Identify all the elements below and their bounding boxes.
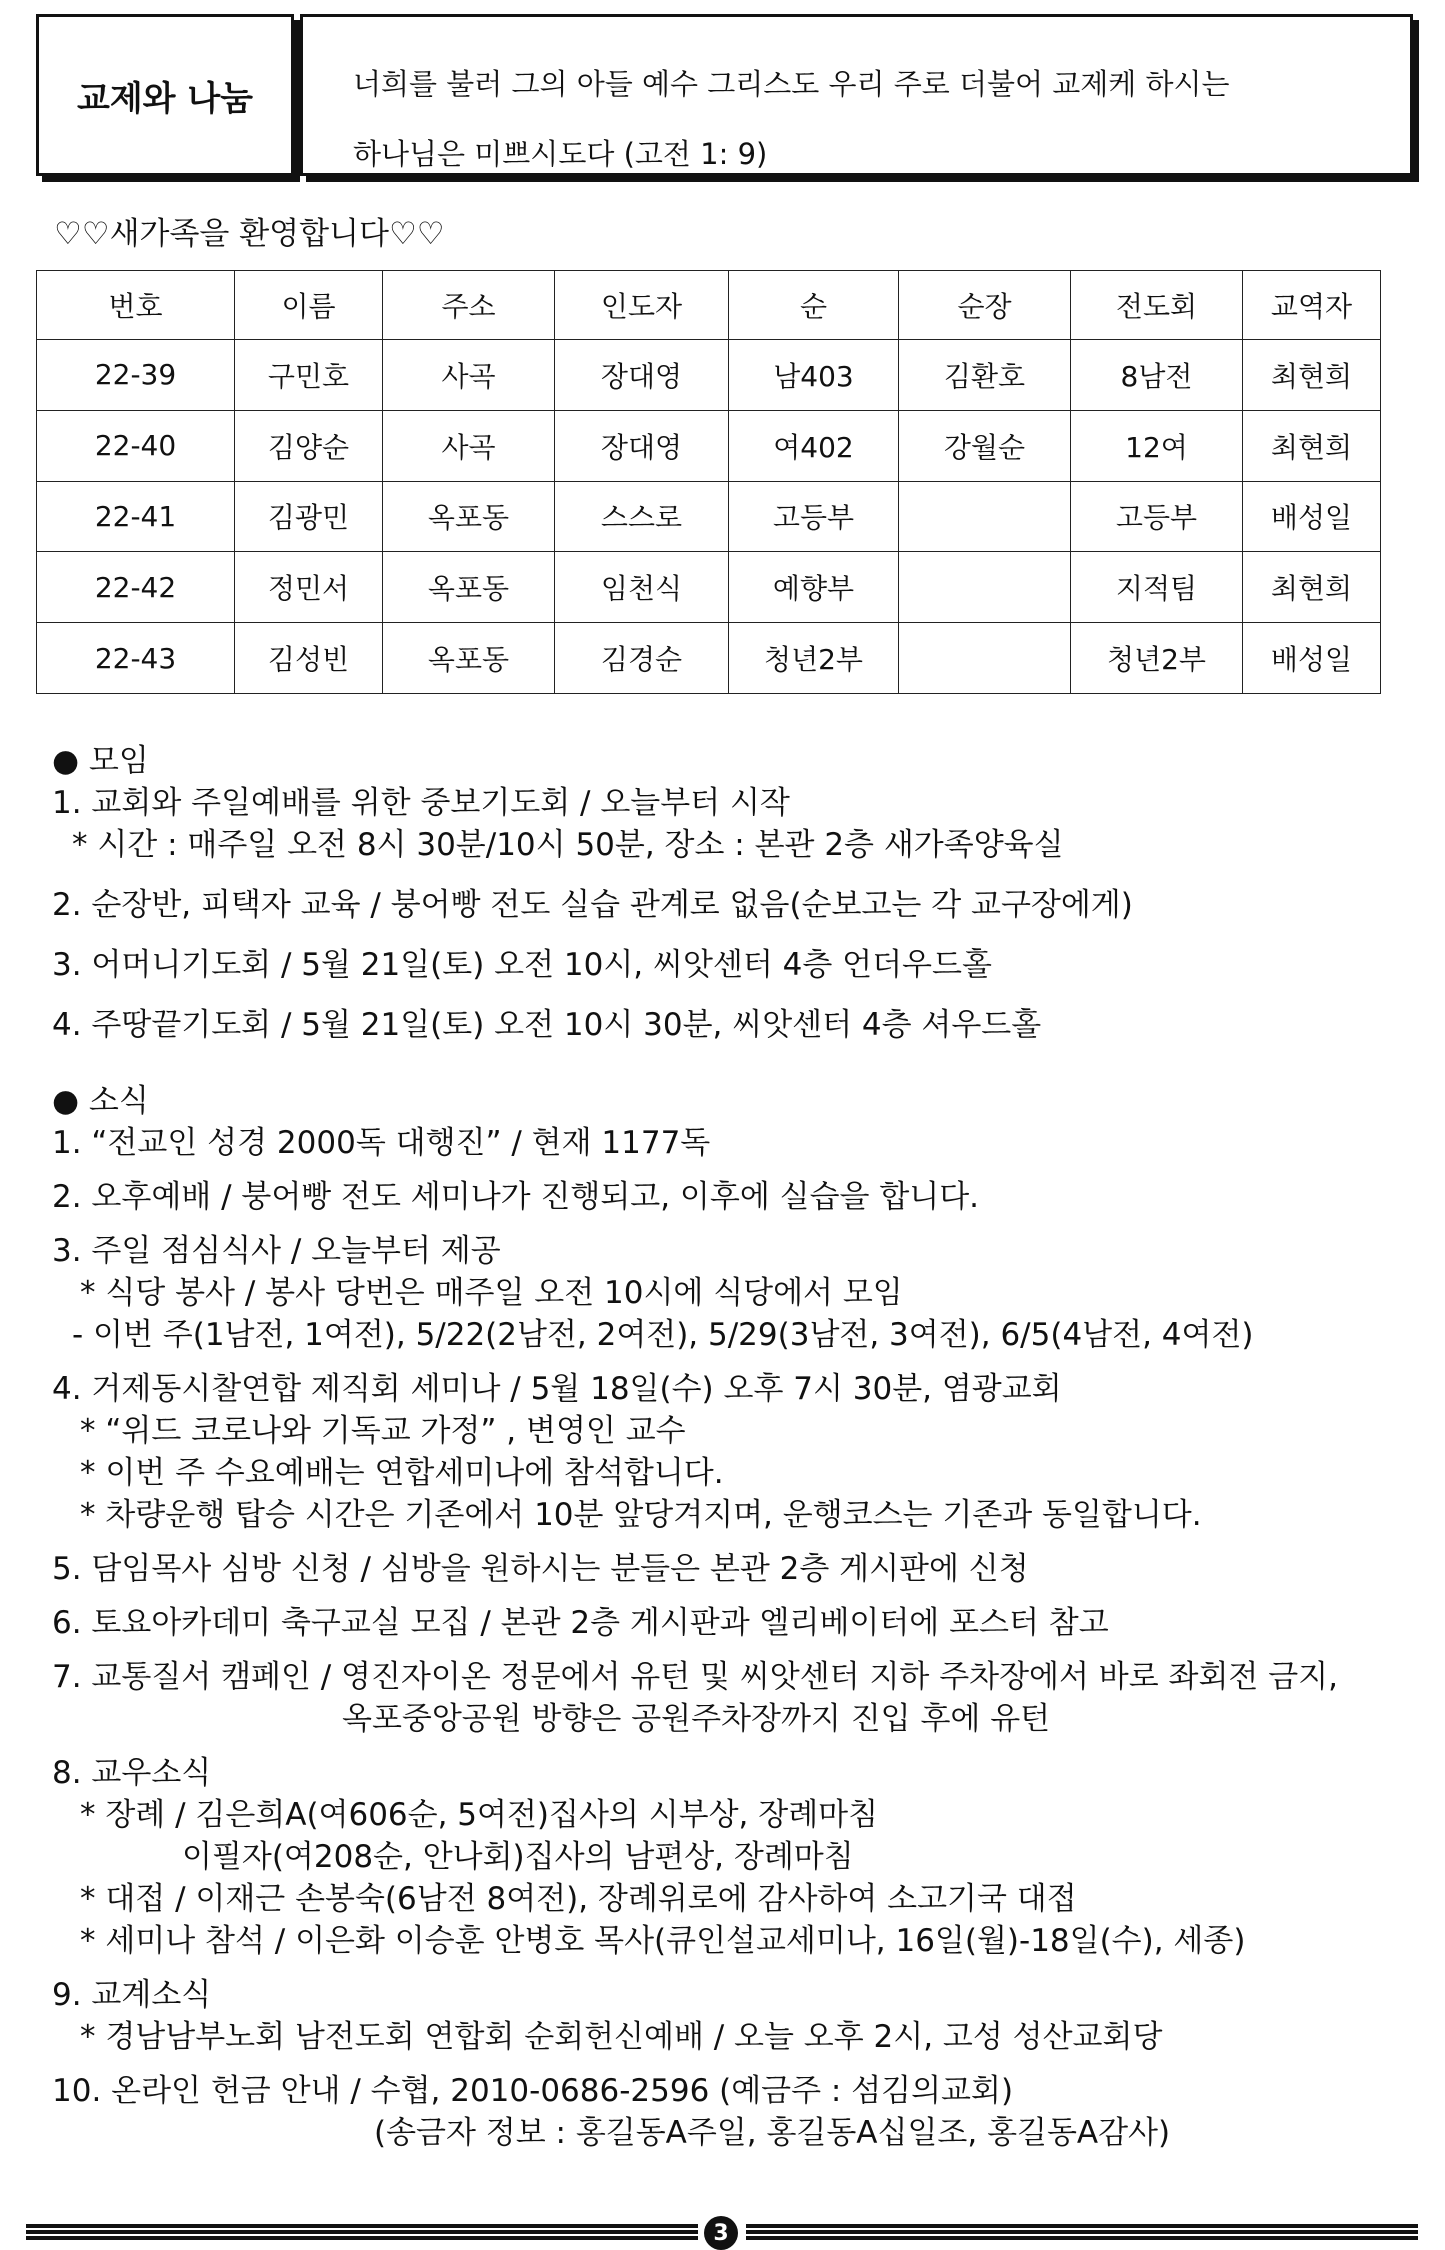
table-cell: 김경순 [555, 623, 729, 694]
news-item: 4. 거제동시찰연합 제직회 세미나 / 5월 18일(수) 오후 7시 30분, 염광교회 [52, 1371, 1062, 1407]
table-row [37, 481, 1381, 552]
table-cell [899, 623, 1071, 694]
table-cell: 남403 [729, 340, 899, 411]
news-detail: 옥포중앙공원 방향은 공원주차장까지 진입 후에 유턴 [342, 1701, 1051, 1737]
table-cell: 옥포동 [383, 552, 555, 623]
table-cell: 고등부 [729, 481, 899, 552]
table-cell: 8남전 [1071, 340, 1243, 411]
table-cell: 22-39 [37, 340, 235, 411]
verse-line-1: 너희를 불러 그의 아들 예수 그리스도 우리 주로 더불어 교제케 하시는 [353, 67, 1230, 101]
table-row [37, 552, 1381, 623]
table-cell: 최현희 [1243, 552, 1381, 623]
news-item: 6. 토요아카데미 축구교실 모집 / 본관 2층 게시판과 엘리베이터에 포스터 참고 [52, 1605, 1109, 1641]
table-cell: 정민서 [235, 552, 383, 623]
page-footer [26, 2220, 1418, 2246]
table-row [37, 410, 1381, 481]
header-cell: 교역자 [1243, 271, 1381, 340]
news-detail: * 차량운행 탑승 시간은 기존에서 10분 앞당겨지며, 운행코스는 기존과 동일합니다. [80, 1497, 1202, 1533]
table-cell: 구민호 [235, 340, 383, 411]
header-cell: 순장 [899, 271, 1071, 340]
table-cell: 최현희 [1243, 340, 1381, 411]
news-item: 9. 교계소식 [52, 1977, 212, 2013]
table-cell: 배성일 [1243, 481, 1381, 552]
page-number: 3 [704, 2216, 738, 2250]
news-detail: * “위드 코로나와 기독교 가정” , 변영인 교수 [80, 1413, 686, 1449]
header-cell: 인도자 [555, 271, 729, 340]
meeting-detail: * 시간 : 매주일 오전 8시 30분/10시 50분, 장소 : 본관 2층 새가족양육실 [72, 827, 1064, 863]
news-detail: * 이번 주 수요예배는 연합세미나에 참석합니다. [80, 1455, 724, 1491]
table-cell [899, 552, 1071, 623]
header-cell: 순 [729, 271, 899, 340]
verse-line-2: 하나님은 미쁘시도다 (고전 1: 9) [353, 137, 768, 171]
news-item: 10. 온라인 헌금 안내 / 수협, 2010-0686-2596 (예금주 : 섬김의교회) [52, 2073, 1014, 2109]
new-members-table [36, 270, 1381, 694]
table-cell: 지적팀 [1071, 552, 1243, 623]
news-detail: * 장례 / 김은희A(여606순, 5여전)집사의 시부상, 장례마침 [80, 1797, 879, 1833]
table-cell: 스스로 [555, 481, 729, 552]
table-cell: 22-40 [37, 410, 235, 481]
news-title: ● 소식 [52, 1083, 149, 1119]
bible-verse-box [300, 14, 1413, 176]
table-cell: 청년2부 [729, 623, 899, 694]
news-detail: - 이번 주(1남전, 1여전), 5/22(2남전, 2여전), 5/29(3남전, 3여전), 6/5(4남전, 4여전) [72, 1317, 1254, 1353]
footer-rule-left [26, 2224, 698, 2240]
table-cell: 22-42 [37, 552, 235, 623]
table-cell: 예향부 [729, 552, 899, 623]
meetings-title: ● 모임 [52, 743, 149, 779]
table-cell: 옥포동 [383, 481, 555, 552]
news-item: 2. 오후예배 / 붕어빵 전도 세미나가 진행되고, 이후에 실습을 합니다. [52, 1179, 980, 1215]
news-item: 7. 교통질서 캠페인 / 영진자이온 정문에서 유턴 및 씨앗센터 지하 주차장에서 바로 좌회전 금지, [52, 1659, 1338, 1695]
meeting-item: 2. 순장반, 피택자 교육 / 붕어빵 전도 실습 관계로 없음(순보고는 각 교구장에게) [52, 887, 1133, 923]
news-item: 1. “전교인 성경 2000독 대행진” / 현재 1177독 [52, 1125, 711, 1161]
news-item: 3. 주일 점심식사 / 오늘부터 제공 [52, 1233, 501, 1269]
news-detail: * 식당 봉사 / 봉사 당번은 매주일 오전 10시에 식당에서 모임 [80, 1275, 903, 1311]
table-row [37, 340, 1381, 411]
table-cell: 김광민 [235, 481, 383, 552]
table-cell: 김환호 [899, 340, 1071, 411]
meeting-item: 4. 주땅끝기도회 / 5월 21일(토) 오전 10시 30분, 씨앗센터 4층 셔우드홀 [52, 1007, 1042, 1043]
table-cell: 청년2부 [1071, 623, 1243, 694]
table-cell: 김성빈 [235, 623, 383, 694]
news-detail: (송금자 정보 : 홍길동A주일, 홍길동A십일조, 홍길동A감사) [374, 2115, 1171, 2151]
table-row [37, 623, 1381, 694]
table-cell: 12여 [1071, 410, 1243, 481]
news-detail: * 대접 / 이재근 손봉숙(6남전 8여전), 장례위로에 감사하여 소고기국 대접 [80, 1881, 1077, 1917]
table-cell: 22-43 [37, 623, 235, 694]
news-detail: * 경남남부노회 남전도회 연합회 순회헌신예배 / 오늘 오후 2시, 고성 성산교회당 [80, 2019, 1163, 2055]
table-cell: 최현희 [1243, 410, 1381, 481]
table-cell: 사곡 [383, 340, 555, 411]
table-cell: 장대영 [555, 410, 729, 481]
table-cell: 22-41 [37, 481, 235, 552]
header-cell: 번호 [37, 271, 235, 340]
header-cell: 주소 [383, 271, 555, 340]
meeting-item: 3. 어머니기도회 / 5월 21일(토) 오전 10시, 씨앗센터 4층 언더우드홀 [52, 947, 992, 983]
table-cell: 고등부 [1071, 481, 1243, 552]
meeting-item: 1. 교회와 주일예배를 위한 중보기도회 / 오늘부터 시작 [52, 785, 790, 821]
table-cell: 김양순 [235, 410, 383, 481]
table-cell: 강월순 [899, 410, 1071, 481]
table-cell [899, 481, 1071, 552]
header-cell: 전도회 [1071, 271, 1243, 340]
welcome-heading: ♡♡새가족을 환영합니다♡♡ [54, 216, 445, 252]
table-cell: 배성일 [1243, 623, 1381, 694]
table-header-row [37, 271, 1381, 340]
table-cell: 장대영 [555, 340, 729, 411]
table-cell: 옥포동 [383, 623, 555, 694]
news-detail: 이필자(여208순, 안나회)집사의 남편상, 장례마침 [182, 1839, 854, 1875]
footer-rule-right [746, 2224, 1418, 2240]
header-cell: 이름 [235, 271, 383, 340]
news-section [52, 1080, 1338, 2154]
meetings-section [52, 740, 1133, 1046]
news-item: 8. 교우소식 [52, 1755, 212, 1791]
section-title: 교제와 나눔 [36, 14, 294, 176]
table-cell: 여402 [729, 410, 899, 481]
table-cell: 임천식 [555, 552, 729, 623]
table-cell: 사곡 [383, 410, 555, 481]
news-detail: * 세미나 참석 / 이은화 이승훈 안병호 목사(큐인설교세미나, 16일(월)-18일(수), 세종) [80, 1923, 1246, 1959]
news-item: 5. 담임목사 심방 신청 / 심방을 원하시는 분들은 본관 2층 게시판에 신청 [52, 1551, 1029, 1587]
